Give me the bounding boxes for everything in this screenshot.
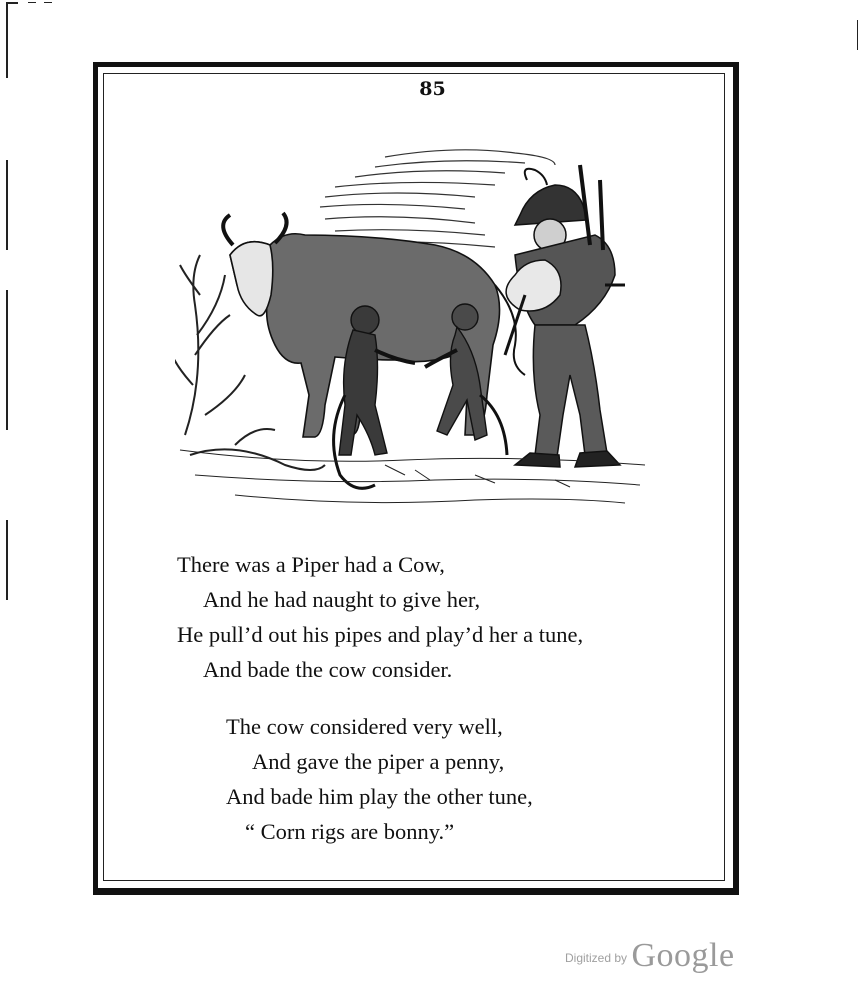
scan-edge-mark — [857, 20, 858, 50]
poem-line: And bade the cow consider. — [203, 657, 453, 682]
poem-line: And bade him play the other tune, — [226, 784, 533, 809]
scan-edge-mark — [44, 2, 52, 3]
poem-stanza-1 — [177, 547, 583, 687]
scan-edge-mark — [6, 520, 8, 600]
poem-line: And gave the piper a penny, — [252, 749, 505, 774]
page-number: 85 — [419, 78, 446, 100]
scan-edge-mark — [6, 2, 8, 78]
google-logo-text: Google — [631, 937, 735, 974]
piper — [505, 165, 625, 467]
watermark-prefix: Digitized by — [565, 951, 628, 965]
poem-line: The cow considered very well, — [226, 714, 503, 739]
scan-edge-mark — [28, 2, 36, 3]
scan-edge-mark — [6, 290, 8, 430]
illustration — [175, 135, 650, 520]
poem-line: “ Corn rigs are bonny.” — [245, 819, 455, 844]
poem-line: And he had naught to give her, — [203, 587, 481, 612]
poem-line: He pull’d out his pipes and play’d her a tune, — [177, 622, 584, 647]
scan-edge-mark — [6, 160, 8, 250]
poem-stanza-2 — [226, 709, 533, 849]
poem-line: There was a Piper had a Cow, — [177, 552, 445, 577]
digitized-by-watermark — [565, 937, 735, 975]
sky-clouds — [320, 150, 555, 247]
ground — [180, 450, 645, 503]
scan-edge-mark — [6, 2, 18, 4]
